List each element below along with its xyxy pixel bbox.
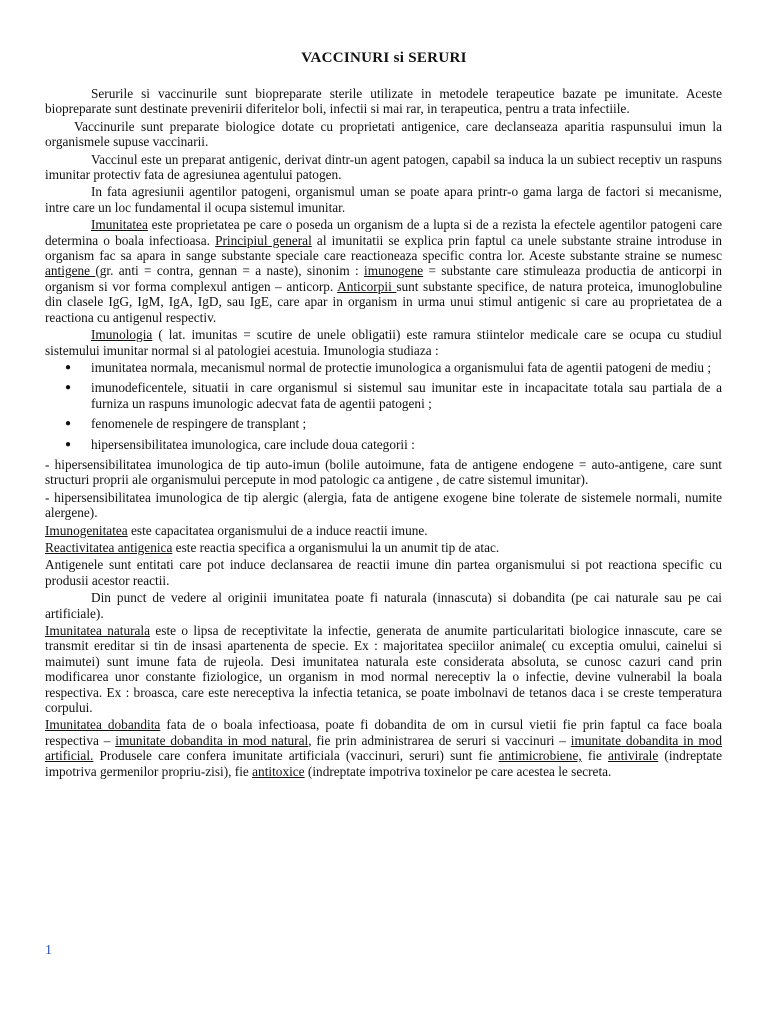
bullet-list (45, 360, 722, 452)
term-imunitatea-naturala: Imunitatea naturala (45, 623, 151, 638)
term-imunogenitatea: Imunogenitatea (45, 522, 128, 538)
list-item: ● imunitatea normala, mecanismul normal de protectie imunologica a organismului fata de agentii patogeni de mediu ; (91, 360, 722, 375)
term-antimicrobiene: antimicrobiene, (498, 748, 582, 764)
term-imunologia: Imunologia (91, 327, 153, 343)
paragraph-imunologia: Imunologia ( lat. imunitas = scutire de unele obligatii) este ramura stiintelor medicale care se ocupa cu studiul sistemului imunitar normal si al patologiei acestuia. Imunologia studiaza : (45, 327, 722, 358)
term-reactivitatea-antigenica: Reactivitatea antigenica (45, 539, 173, 555)
paragraph-originea-imunitatii: Din punct de vedere al originii imunitatea poate fi naturala (innascuta) si dobandita (pe cai naturale sau pe cai artificiale). (45, 590, 722, 621)
paragraph-vaccinuri: Vaccinurile sunt preparate biologice dotate cu proprietati antigenice, care declanseaza aparitia raspunsului imun la organismele supuse vaccinarii. (45, 118, 722, 150)
term-antigene: antigene (45, 263, 96, 279)
term-antitoxice: antitoxice (252, 763, 305, 779)
list-item: ● fenomenele de respingere de transplant ; (91, 416, 722, 431)
paragraph-antigenele: Antigenele sunt entitati care pot induce declansarea de reactii imune din partea organismului si pot reactiona specific cu produsii acestor reactii. (45, 557, 722, 588)
term-dobandita-natural: imunitate dobandita in mod natural (115, 732, 309, 748)
list-item: ● imunodeficentele, situatii in care organismul si sistemul sau imunitar este in incapacitate totala sau partiala de a furniza un raspuns imunologic adecvat fata de agentii patogeni ; (91, 380, 722, 411)
document-title: VACCINURI si SERURI (301, 50, 467, 66)
paragraph-intro: Serurile si vaccinurile sunt biopreparate sterile utilizate in metodele terapeutice bazate pe imunitate. Aceste biopreparate sunt destinate prevenirii diferitelor boli, infectii si mai rar, in terapeutica, pentru a trata infectiile. (45, 86, 722, 117)
paragraph-imunitatea-dobandita: Imunitatea dobandita fata de o boala infectioasa, poate fi dobandita de om in cursul vietii fie prin faptul ca face boala respectiva – imunitate dobandita in mod natural, fie prin administrarea de seruri si vaccinuri – imunitate dobandita in mod artificial. Produsele care confera imunitate artificiala (vaccinuri, seruri) sunt fie antimicrobiene, fie antivirale (indreptate impotriva germenilor propriu-zisi), fie antitoxice (indreptate impotriva toxinelor pe care acestea le secreta. (45, 717, 722, 779)
sub-item-autoimun: - hipersensibilitatea imunologica de tip auto-imun (bolile autoimune, fata de antigene endogene = auto-antigene, care sunt structuri proprii ale organismului percepute in mod patologic ca antigene , de catre sistemul imunitar). (45, 456, 722, 488)
term-imunitatea-dobandita: Imunitatea dobandita (45, 717, 161, 733)
term-dobandita-artificial: imunitate dobandita in mod artificial. (45, 732, 722, 764)
term-imunitatea: Imunitatea (91, 217, 148, 233)
paragraph-imunitatea: Imunitatea este proprietatea pe care o poseda un organism de a lupta si de a rezista la efectele agentilor patogeni care determina o boala infectioasa. Principiul general al imunitatii se explica prin faptul ca unele substante straine introduse in organism fac sa apara in sange substante speciale care reactioneaza specific contra lor. Aceste substante straine se numesc antigene (gr. anti = contra, gennan = a naste), sinonim : imunogene = substante care stimuleaza productia de anticorpi in organism si vor forma complexul antigen – anticorp. Anticorpii sunt substante specifice, de natura proteica, imunoglobuline din clasele IgG, IgM, IgA, IgD, sau IgE, care apar in organism in urma unui stimul antigenic si care au proprietatea de a reactiona cu antigenul respectiv. (45, 217, 723, 325)
paragraph-reactivitatea: Reactivitatea antigenica este reactia specifica a organismului la un anumit tip de atac. (45, 539, 500, 555)
document-body (45, 86, 722, 781)
page-number: 1 (45, 943, 52, 958)
paragraph-vaccin: Vaccinul este un preparat antigenic, derivat dintr-un agent patogen, capabil sa induca la un subiect receptiv un raspuns imunitar protectiv fata de agresiunea agentului patogen. (45, 151, 722, 183)
term-anticorpii: Anticorpii (337, 278, 397, 294)
paragraph-imunitatea-naturala: Imunitatea naturala este o lipsa de receptivitate la infectie, generata de anumite particularitati biologice innascute, care se transmit ereditar si tin de insasi apartenenta de specie. Ex : majoritatea speciilor animale( cu exceptia omului, cainelui si maimutei) sunt imune fata de rujeola. Desi imunitatea naturala este considerata absoluta, se cunosc cazuri cand prin modificarea unor constante fiziologice, un organism in mod normal nereceptiv la o infectie, devine vulnerabil la boala respectiva. Ex : broasca, care este nereceptiva la infectia tetanica, se poate imbolnavi de tetanos daca i se creste temperatura corpului. (45, 623, 722, 716)
term-imunogene: imunogene (364, 263, 424, 279)
list-item: ● hipersensibilitatea imunologica, care include doua categorii : (91, 437, 722, 452)
paragraph-sistem-imunitar: In fata agresiunii agentilor patogeni, organismul uman se poate apara printr-o gama larga de factori si mecanisme, intre care un loc fundamental il ocupa sistemul imunitar. (45, 184, 722, 215)
paragraph-imunogenitatea: Imunogenitatea este capacitatea organismului de a induce reactii imune. (45, 522, 428, 538)
term-principiul-general: Principiul general (215, 232, 312, 248)
sub-item-alergic: - hipersensibilitatea imunologica de tip alergic (alergia, fata de antigene exogene bine tolerate de sistemele normali, numite alergene). (45, 489, 722, 521)
term-antivirale: antivirale (608, 748, 659, 764)
